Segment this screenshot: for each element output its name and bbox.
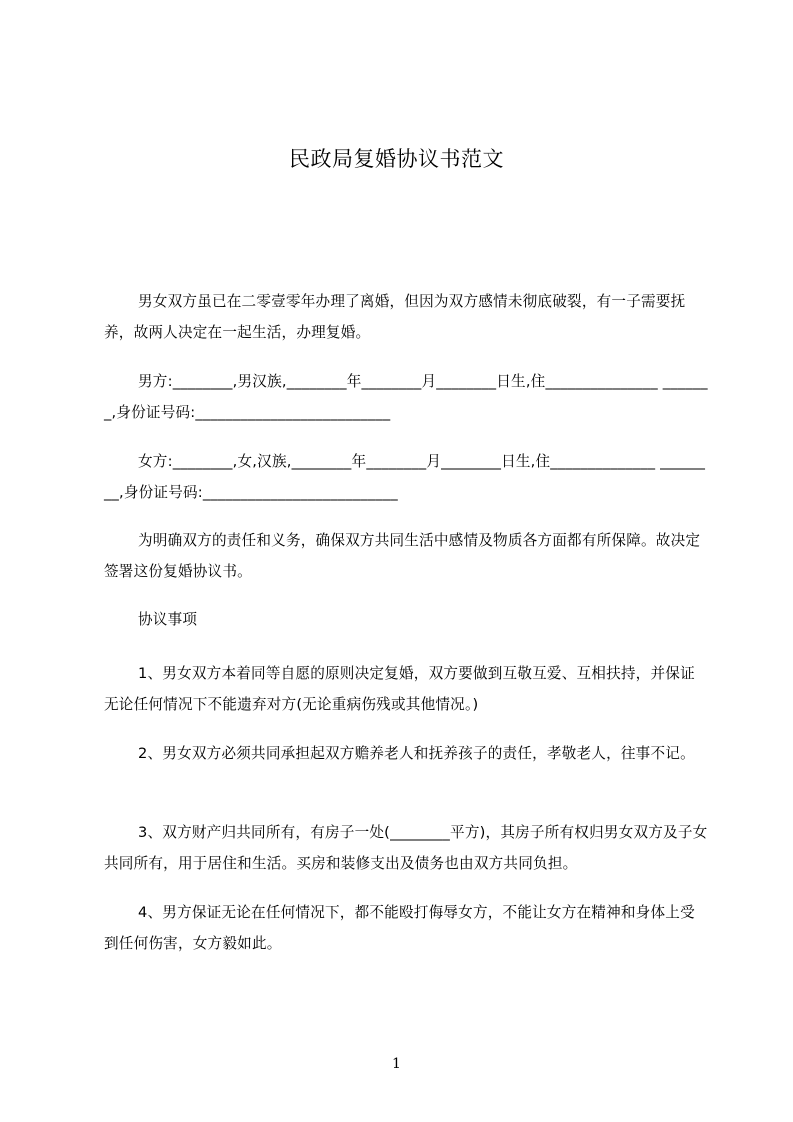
page-number: 1 xyxy=(392,1056,401,1072)
female-info-paragraph: 女方:________,女,汉族,________年________月________日生,住______________ ________,身份证号码:__________________________ xyxy=(104,453,706,501)
section-heading: 协议事项 xyxy=(138,611,198,628)
agreement-item-3: 3、双方财产归共同所有，有房子一处(________平方)，其房子所有权归男女双方及子女共同所有，用于居住和生活。买房和装修支出及债务也由双方共同负担。 xyxy=(104,824,708,872)
intro-paragraph: 男女双方虽已在二零壹零年办理了离婚，但因为双方感情未彻底破裂，有一子需要抚养，故两人决定在一起生活，办理复婚。 xyxy=(104,293,686,341)
document-title: 民政局复婚协议书范文 xyxy=(289,147,504,171)
purpose-paragraph: 为明确双方的责任和义务，确保双方共同生活中感情及物质各方面都有所保障。故决定签署这份复婚协议书。 xyxy=(104,532,701,580)
agreement-item-1: 1、男女双方本着同等自愿的原则决定复婚，双方要做到互敬互爱、互相扶持，并保证无论任何情况下不能遗弃对方(无论重病伤残或其他情况。) xyxy=(104,665,695,713)
agreement-item-2: 2、男女双方必须共同承担起双方赡养老人和抚养孩子的责任，孝敬老人，往事不记。 xyxy=(138,745,695,762)
male-info-paragraph: 男方:________,男汉族,________年________月________日生,住_______________ _______,身份证号码:__________________________ xyxy=(104,373,708,421)
agreement-item-4: 4、男方保证无论在任何情况下，都不能殴打侮辱女方，不能让女方在精神和身体上受到任何伤害，女方毅如此。 xyxy=(104,904,695,952)
